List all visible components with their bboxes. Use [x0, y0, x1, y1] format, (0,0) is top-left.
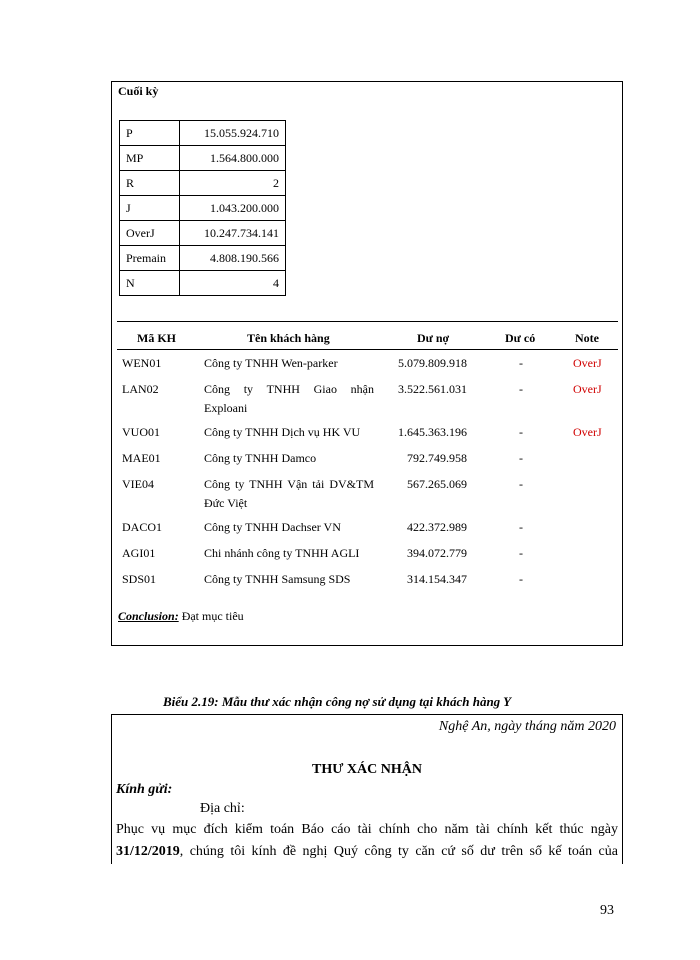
letter-body-date: 31/12/2019: [116, 844, 180, 859]
param-key: N: [120, 271, 180, 296]
param-row: [120, 146, 286, 171]
customer-code: AGI01: [122, 546, 156, 560]
working-paper-box: [111, 81, 623, 646]
note-value: OverJ: [573, 356, 602, 370]
param-row: [120, 221, 286, 246]
letter-body-line2: [116, 844, 618, 860]
customer-code: LAN02: [122, 382, 159, 396]
param-key: P: [120, 121, 180, 146]
customer-name: Công ty TNHH Dachser VN: [204, 520, 341, 534]
customer-code: MAE01: [122, 451, 161, 465]
customer-name: Công ty TNHH Giao nhận Exploani: [204, 382, 374, 415]
param-value: 1.564.800.000: [180, 146, 286, 171]
param-key: MP: [120, 146, 180, 171]
credit-balance: -: [519, 356, 523, 370]
customer-name: Công ty TNHH Vận tải DV&TM Đức Việt: [204, 477, 374, 510]
param-key: Premain: [120, 246, 180, 271]
credit-balance: -: [519, 520, 523, 534]
header-name: Tên khách hàng: [247, 331, 330, 345]
credit-balance: -: [519, 425, 523, 439]
conclusion-text: Đạt mục tiêu: [181, 609, 244, 623]
credit-balance: -: [519, 572, 523, 586]
debit-balance: 394.072.779: [407, 546, 467, 560]
letter-greeting: Kính gửi:: [116, 782, 173, 797]
customer-name: Công ty TNHH Dịch vụ HK VU: [204, 425, 361, 439]
customer-name: Công ty TNHH Wen-parker: [204, 356, 338, 370]
customer-code: DACO1: [122, 520, 163, 534]
param-row: [120, 271, 286, 296]
page-number: 93: [600, 903, 614, 918]
header-note: Note: [575, 331, 599, 345]
header-credit: Dư có: [505, 331, 536, 345]
customer-code: WEN01: [122, 356, 162, 370]
credit-balance: -: [519, 477, 523, 491]
debit-balance: 3.522.561.031: [398, 382, 467, 396]
letter-body-text: , chúng tôi kính đề nghị Quý công ty căn cứ số dư trên sổ kế toán của: [179, 844, 618, 859]
param-value: 15.055.924.710: [180, 121, 286, 146]
param-value: 4.808.190.566: [180, 246, 286, 271]
note-value: OverJ: [573, 425, 602, 439]
customer-name: Công ty TNHH Samsung SDS: [204, 572, 351, 586]
figure-caption: Biểu 2.19: Mẫu thư xác nhận công nợ sử dụng tại khách hàng Y: [163, 694, 512, 709]
note-value: OverJ: [573, 382, 602, 396]
param-key: J: [120, 196, 180, 221]
debit-balance: 422.372.989: [407, 520, 467, 534]
param-row: [120, 121, 286, 146]
debit-balance: 567.265.069: [407, 477, 467, 491]
letter-date-line: Nghệ An, ngày tháng năm 2020: [438, 719, 616, 734]
param-row: [120, 171, 286, 196]
param-key: R: [120, 171, 180, 196]
section-label: Cuối kỳ: [118, 84, 159, 98]
customer-code: SDS01: [122, 572, 157, 586]
param-key: OverJ: [120, 221, 180, 246]
header-debt: Dư nợ: [417, 331, 450, 345]
customer-name: Công ty TNHH Damco: [204, 451, 317, 465]
letter-title: THƯ XÁC NHẬN: [312, 762, 422, 777]
conclusion: [118, 609, 244, 624]
credit-balance: -: [519, 451, 523, 465]
letter-body-line1: Phục vụ mục đích kiểm toán Báo cáo tài chính cho năm tài chính kết thúc ngày: [116, 822, 618, 837]
letter-address: Địa chỉ:: [200, 801, 245, 816]
parameters-table: [119, 120, 286, 296]
confirmation-letter-box: [111, 714, 623, 864]
param-value: 10.247.734.141: [180, 221, 286, 246]
param-row: [120, 196, 286, 221]
customer-code: VIE04: [122, 477, 154, 491]
debit-balance: 314.154.347: [407, 572, 467, 586]
param-value: 4: [180, 271, 286, 296]
customer-name: Chi nhánh công ty TNHH AGLI: [204, 546, 360, 560]
conclusion-label: Conclusion:: [118, 609, 179, 623]
credit-balance: -: [519, 382, 523, 396]
customer-code: VUO01: [122, 425, 160, 439]
param-value: 1.043.200.000: [180, 196, 286, 221]
debit-balance: 5.079.809.918: [398, 356, 467, 370]
table-top-rule: [117, 321, 618, 322]
debit-balance: 792.749.958: [407, 451, 467, 465]
param-value: 2: [180, 171, 286, 196]
table-header-rule: [117, 349, 618, 350]
param-row: [120, 246, 286, 271]
credit-balance: -: [519, 546, 523, 560]
header-code: Mã KH: [137, 331, 176, 345]
debit-balance: 1.645.363.196: [398, 425, 467, 439]
